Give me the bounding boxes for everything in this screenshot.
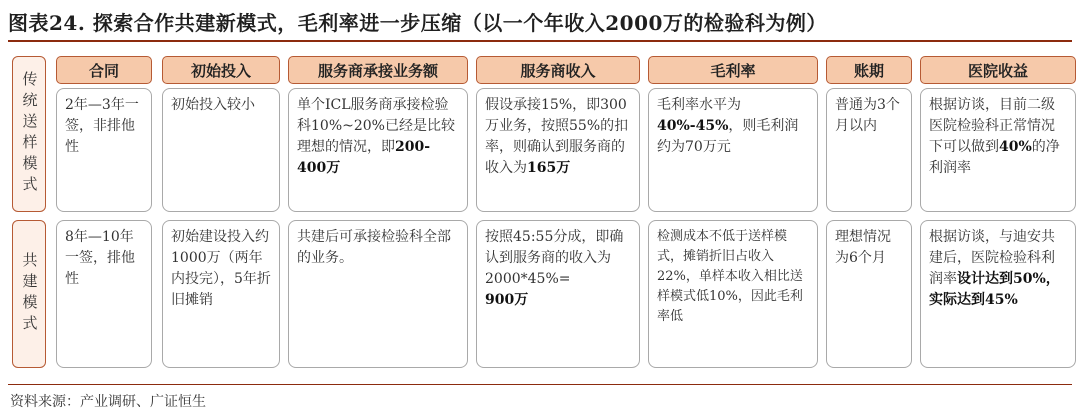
cell-traditional-margin bbox=[648, 88, 818, 212]
header-business-volume: 服务商承接业务额 bbox=[288, 56, 468, 84]
cell-traditional-contract: 2年—3年一签，非排他性 bbox=[56, 88, 152, 212]
row-label-text: 共建模式 bbox=[20, 252, 39, 336]
cell-joint-hospital bbox=[920, 220, 1076, 368]
page-title: 图表24. 探索合作共建新模式，毛利率进一步压缩（以一个年收入2000万的检验科为例） bbox=[8, 11, 827, 35]
cell-joint-revenue bbox=[476, 220, 640, 368]
cell-joint-margin: 检测成本不低于送样模式，摊销折旧占收入22%，单样本收入相比送样模式低10%，因此毛利率低 bbox=[648, 220, 818, 368]
cell-emphasis: 200-400万 bbox=[297, 139, 431, 176]
cell-emphasis: 40%-45% bbox=[657, 118, 729, 134]
header-hospital-benefit: 医院收益 bbox=[920, 56, 1076, 84]
header-provider-revenue: 服务商收入 bbox=[476, 56, 640, 84]
cell-text: 单个ICL服务商承接检验科10%~20%已经是比较理想的情况，即 bbox=[297, 97, 455, 155]
cell-joint-initial: 初始建设投入约1000万（两年内投完），5年折旧摊销 bbox=[162, 220, 280, 368]
cell-text: 毛利率水平为 bbox=[657, 97, 741, 113]
footer-divider bbox=[8, 384, 1072, 385]
cell-joint-contract: 8年—10年一签，排他性 bbox=[56, 220, 152, 368]
title-divider bbox=[8, 40, 1072, 42]
cell-emphasis: 40% bbox=[999, 139, 1032, 155]
cell-text: 按照45:55分成，即确认到服务商的收入为2000*45%= bbox=[485, 229, 624, 287]
header-initial-investment: 初始投入 bbox=[162, 56, 280, 84]
cell-text: ，则毛利润约为70万元 bbox=[657, 118, 799, 155]
cell-text: 的净利润率 bbox=[929, 139, 1060, 176]
cell-emphasis: 设计达到50%，实际达到45% bbox=[929, 271, 1060, 308]
cell-emphasis: 900万 bbox=[485, 292, 529, 308]
row-label-traditional bbox=[12, 56, 46, 212]
header-contract: 合同 bbox=[56, 56, 152, 84]
source-note: 资料来源：产业调研、广证恒生 bbox=[10, 394, 206, 410]
cell-text: 假设承接15%，即300万业务，按照55%的扣率，则确认到服务商的收入为 bbox=[485, 97, 629, 176]
cell-traditional-hospital bbox=[920, 88, 1076, 212]
cell-traditional-period: 普通为3个月以内 bbox=[826, 88, 912, 212]
header-gross-margin: 毛利率 bbox=[648, 56, 818, 84]
row-label-joint bbox=[12, 220, 46, 368]
cell-traditional-volume bbox=[288, 88, 468, 212]
header-payment-period: 账期 bbox=[826, 56, 912, 84]
cell-traditional-revenue bbox=[476, 88, 640, 212]
cell-emphasis: 165万 bbox=[527, 160, 571, 176]
cell-text: 根据访谈，目前二级医院检验科正常情况下可以做到 bbox=[929, 97, 1055, 155]
cell-joint-period: 理想情况为6个月 bbox=[826, 220, 912, 368]
cell-text: 根据访谈，与迪安共建后，医院检验科利润率 bbox=[929, 229, 1055, 287]
cell-traditional-initial: 初始投入较小 bbox=[162, 88, 280, 212]
cell-joint-volume: 共建后可承接检验科全部的业务。 bbox=[288, 220, 468, 368]
row-label-text: 传统送样模式 bbox=[20, 71, 39, 197]
